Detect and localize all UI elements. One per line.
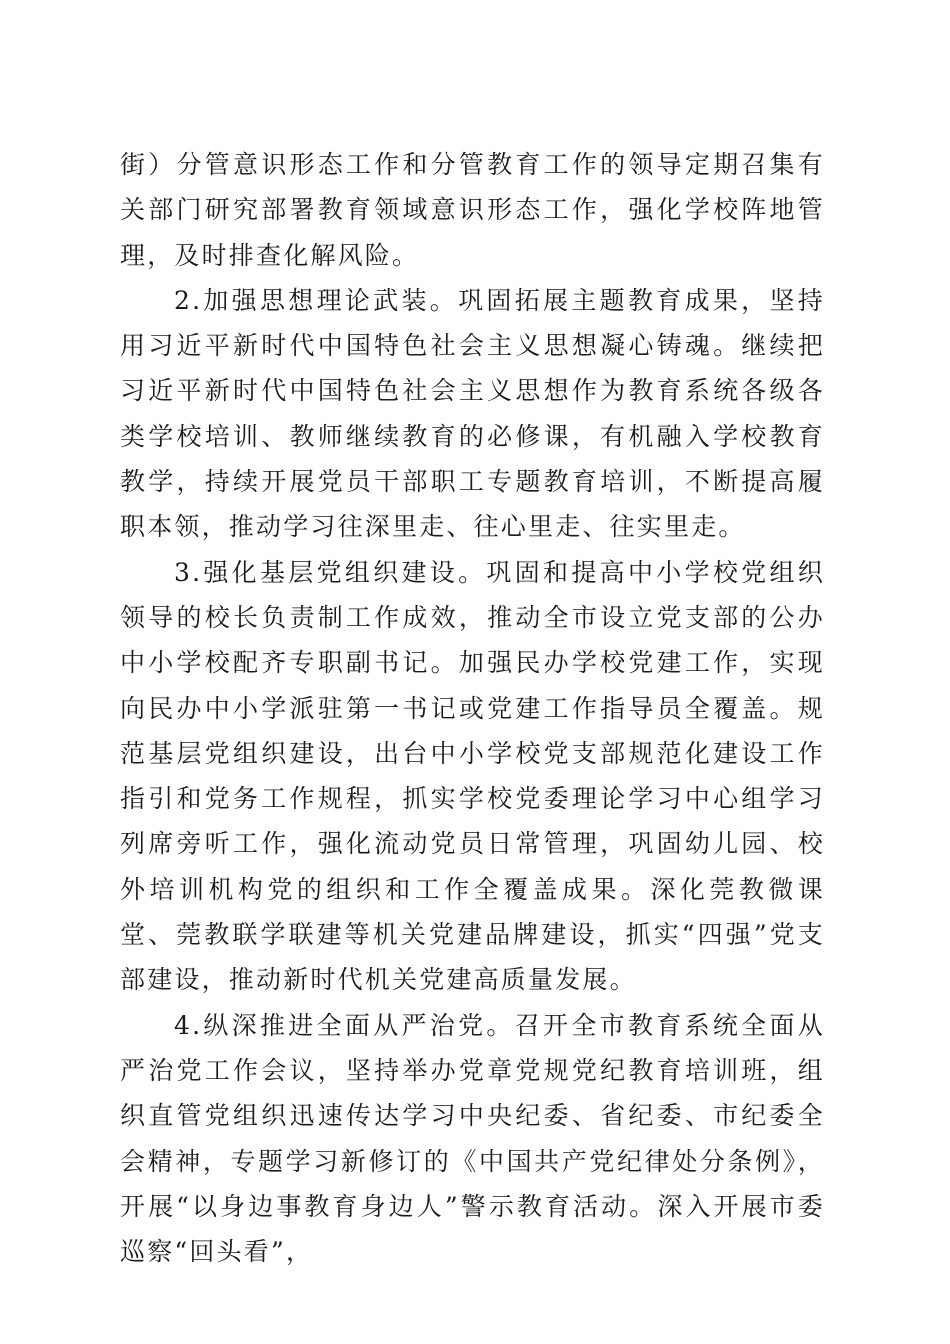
paragraph-item-4: 4.纵深推进全面从严治党。召开全市教育系统全面从严治党工作会议，坚持举办党章党规党纪教育培训班，组织直管党组织迅速传达学习中央纪委、省纪委、市纪委全会精神，专题学习新修订的《中国共产党纪律处分条例》，开展“以身边事教育身边人”警示教育活动。深入开展市委巡察“回头看”， xyxy=(120,1010,825,1267)
paragraph-item-3: 3.强化基层党组织建设。巩固和提高中小学校党组织领导的校长负责制工作成效，推动全市设立党支部的公办中小学校配齐专职副书记。加强民办学校党建工作，实现向民办中小学派驻第一书记或党建工作指导员全覆盖。规范基层党组织建设，出台中小学校党支部规范化建设工作指引和党务工作规程，抓实学校党委理论学习中心组学习列席旁听工作，强化流动党员日常管理，巩固幼儿园、校外培训机构党的组织和工作全覆盖成果。深化莞教微课堂、莞教联学联建等机关党建品牌建设，抓实“四强”党支部建设，推动新时代机关党建高质量发展。 xyxy=(120,557,825,995)
paragraph-continuation: 街）分管意识形态工作和分管教育工作的领导定期召集有关部门研究部署教育领域意识形态工作，强化学校阵地管理，及时排查化解风险。 xyxy=(120,150,825,270)
paragraph-item-2: 2.加强思想理论武装。巩固拓展主题教育成果，坚持用习近平新时代中国特色社会主义思想凝心铸魂。继续把习近平新时代中国特色社会主义思想作为教育系统各级各类学校培训、教师继续教育的必修课，有机融入学校教育教学，持续开展党员干部职工专题教育培训，不断提高履职本领，推动学习往深里走、往心里走、往实里走。 xyxy=(120,285,825,542)
document-body xyxy=(120,142,825,1274)
